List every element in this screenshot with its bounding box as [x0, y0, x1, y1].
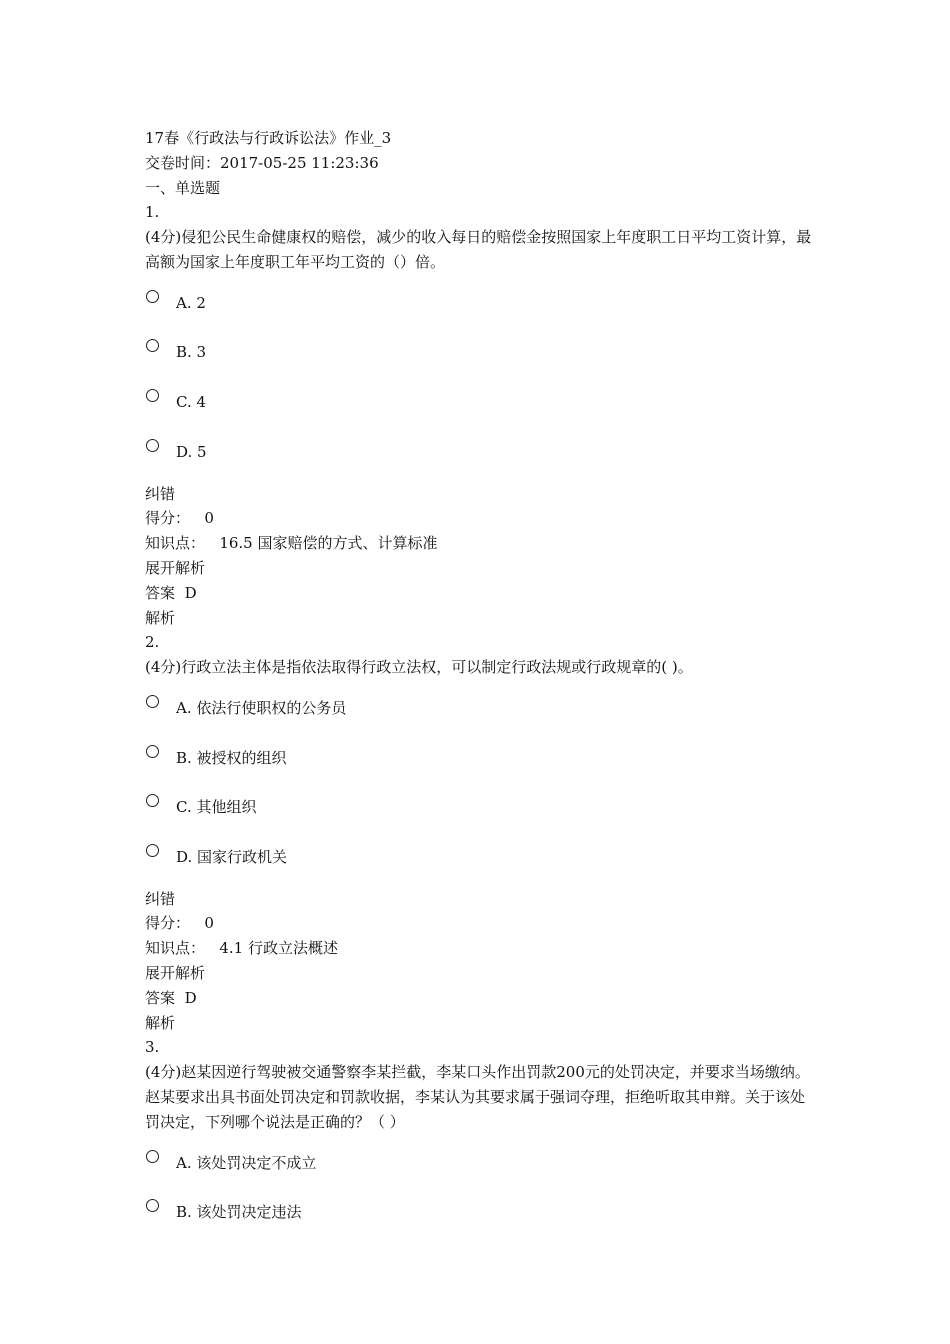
- page-title: 17春《行政法与行政诉讼法》作业_3: [145, 129, 392, 147]
- option-a[interactable]: [145, 1135, 815, 1185]
- correct-error-link[interactable]: 纠错: [145, 889, 176, 908]
- radio-button[interactable]: [146, 745, 159, 758]
- option-c[interactable]: [145, 374, 815, 424]
- question-3: [145, 1035, 815, 1234]
- option-c[interactable]: [145, 779, 815, 829]
- option-d[interactable]: [145, 829, 815, 879]
- knowledge-value: 4.1 行政立法概述: [219, 939, 338, 958]
- analysis-label: 解析: [145, 608, 176, 627]
- question-number: 1.: [145, 203, 160, 222]
- score-label: 得分：: [145, 509, 191, 528]
- answer-value: D: [184, 583, 197, 602]
- document-page: [145, 126, 815, 1234]
- score-line: [145, 506, 815, 531]
- knowledge-value: 16.5 国家赔偿的方式、计算标准: [219, 534, 438, 553]
- question-number: 3.: [145, 1038, 160, 1057]
- option-a[interactable]: [145, 680, 815, 730]
- knowledge-line: [145, 936, 815, 961]
- answer-label: 答案: [145, 988, 176, 1007]
- option-label: B. 3: [176, 343, 207, 362]
- answer-line: [145, 581, 815, 606]
- option-label: A. 依法行使职权的公务员: [176, 698, 347, 717]
- question-number: 2.: [145, 633, 160, 652]
- radio-button[interactable]: [146, 844, 159, 857]
- option-d[interactable]: [145, 424, 815, 474]
- option-b[interactable]: [145, 1184, 815, 1234]
- score-value: 0: [204, 914, 214, 933]
- expand-analysis-link[interactable]: 展开解析: [145, 558, 206, 577]
- knowledge-line: [145, 531, 815, 556]
- radio-button[interactable]: [146, 1199, 159, 1212]
- correct-error-link[interactable]: 纠错: [145, 484, 176, 503]
- question-2: [145, 630, 815, 1035]
- option-label: C. 其他组织: [176, 798, 257, 817]
- knowledge-label: 知识点：: [145, 534, 206, 553]
- option-label: C. 4: [176, 393, 207, 412]
- question-text: (4分)赵某因逆行驾驶被交通警察李某拦截，李某口头作出罚款200元的处罚决定，并要求当场缴纳。赵某要求出具书面处罚决定和罚款收据，李某认为其要求属于强词夺理，拒绝听取其申辩。关于该处罚决定，下列哪个说法是正确的？（ ）: [145, 1063, 810, 1131]
- section-heading: 一、单选题: [145, 178, 221, 197]
- question-text: (4分)行政立法主体是指依法取得行政立法权，可以制定行政法规或行政规章的( )。: [145, 658, 693, 677]
- expand-analysis-link[interactable]: 展开解析: [145, 964, 206, 983]
- radio-button[interactable]: [146, 339, 159, 352]
- radio-button[interactable]: [146, 290, 159, 303]
- score-value: 0: [204, 509, 214, 528]
- option-label: B. 该处罚决定违法: [176, 1203, 302, 1222]
- question-text: (4分)侵犯公民生命健康权的赔偿，减少的收入每日的赔偿金按照国家上年度职工日平均工资计算，最高额为国家上年度职工年平均工资的（）倍。: [145, 228, 812, 271]
- answer-value: D: [184, 988, 197, 1007]
- question-1: [145, 200, 815, 630]
- option-a[interactable]: [145, 275, 815, 325]
- knowledge-label: 知识点：: [145, 939, 206, 958]
- option-b[interactable]: [145, 730, 815, 780]
- option-label: D. 5: [176, 442, 207, 461]
- radio-button[interactable]: [146, 439, 159, 452]
- radio-button[interactable]: [146, 389, 159, 402]
- option-b[interactable]: [145, 324, 815, 374]
- score-line: [145, 911, 815, 936]
- radio-button[interactable]: [146, 1150, 159, 1163]
- option-label: A. 该处罚决定不成立: [176, 1153, 317, 1172]
- option-label: B. 被授权的组织: [176, 748, 287, 767]
- radio-button[interactable]: [146, 794, 159, 807]
- answer-line: [145, 986, 815, 1011]
- answer-label: 答案: [145, 583, 176, 602]
- radio-button[interactable]: [146, 695, 159, 708]
- submit-time: 交卷时间：2017-05-25 11:23:36: [145, 153, 379, 172]
- score-label: 得分：: [145, 914, 191, 933]
- option-label: A. 2: [176, 293, 206, 312]
- option-label: D. 国家行政机关: [176, 847, 288, 866]
- analysis-label: 解析: [145, 1013, 176, 1032]
